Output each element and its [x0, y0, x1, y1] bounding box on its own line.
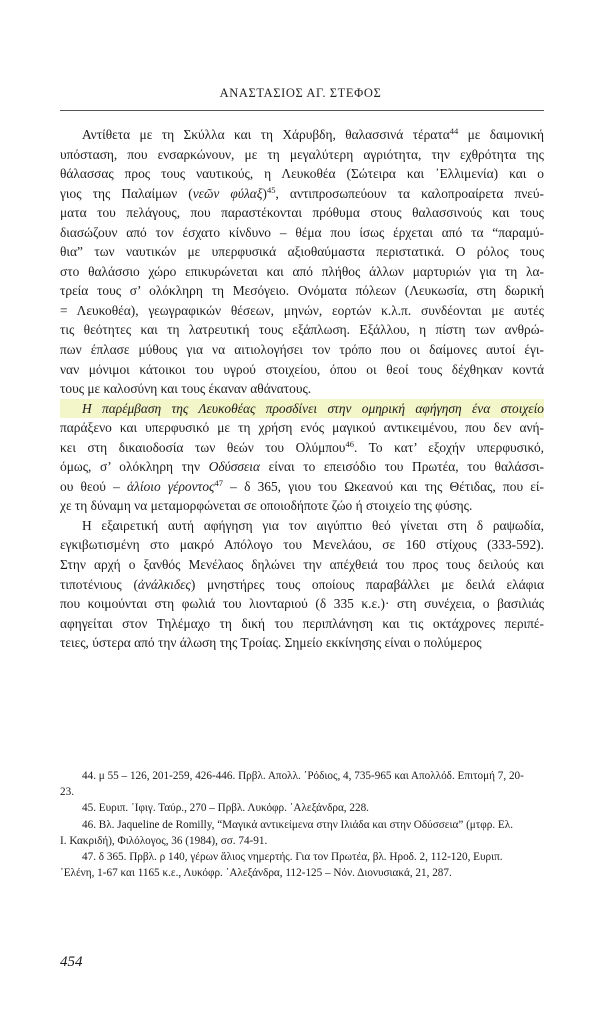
text-line — [60, 496, 544, 516]
footnote-ref: 46 — [345, 438, 354, 449]
text-line — [60, 575, 544, 595]
text-line — [60, 399, 544, 419]
text-line — [60, 535, 544, 555]
footnote-line: Ι. Κακριδή), Φιλόλογος, 36 (1984), σσ. 74-91. — [60, 834, 268, 847]
text-line — [60, 360, 544, 380]
text-run: ) — [262, 185, 268, 201]
text-run: Αντίθετα με τη Σκύλλα και τη Χάρυβδη, θαλασσινά τέρατα — [82, 127, 450, 142]
text-run: κει στη δικαιοδοσία των θεών του Ολύμπου — [60, 439, 346, 455]
text-run: τιποτένιους ( — [60, 576, 138, 592]
header-rule — [60, 110, 544, 111]
text-line — [60, 379, 544, 399]
text-line — [60, 242, 544, 262]
text-run: με δαιμονική — [458, 127, 544, 142]
text-run: , αντιπροσωπεύουν τα καλοπροαίρετα πνεύ- — [275, 185, 544, 201]
text-line — [60, 633, 544, 653]
text-run: ) μνηστήρες τους οποίους παραβάλλει με δειλά ελάφια — [190, 576, 544, 592]
text-run: τρεία τους σ’ ολόκληρη τη Μεσόγειο. Ονόματα πόλεων (Λευκωσία, στη δωρική — [60, 283, 544, 299]
text-line — [60, 457, 544, 477]
text-line — [60, 340, 544, 360]
text-run: είναι το επεισόδιο του Πρωτέα, του θαλάσσι- — [260, 459, 544, 475]
text-line — [60, 418, 544, 438]
text-run: Η εξαιρετική αυτή αφήγηση για τον αιγύπτιο θεό γίνεται στη δ ραψωδία, — [82, 517, 544, 533]
text-line — [60, 145, 544, 165]
text-run: = Λευκοθέα), γεωγραφικών θέσεων, μηνών, εορτών κ.λ.π. συνδέονται με αυτές — [60, 302, 544, 318]
text-run: ναν μόνιμοι κάτοικοι του υγρού στοιχείου, όπου οι θεοί τους δέχθηκαν κοντά — [60, 361, 544, 377]
text-run: πων έπλασε μύθους για να αιτιολογήσει τον τρόπο που οι δαίμονες αυτοί έγι- — [60, 342, 544, 358]
footnote-ref: 47 — [214, 477, 223, 488]
text-run: ματα του πελάγους, που παραστέκονται πρόθυμα στους θαλασσινούς και τους — [60, 205, 544, 221]
footnotes — [60, 768, 544, 881]
text-run: τειες, ύστερα από την άλωση της Τροίας. Σημείο εκκίνησης είναι ο πολύμερος — [60, 635, 482, 651]
text-line — [60, 203, 544, 223]
text-line — [60, 184, 544, 204]
text-run: όμως, σ’ ολόκληρη την — [60, 459, 209, 475]
text-run: αφηγείται στον Τηλέμαχο τη δική του περιπλάνηση και τις οκτάχρονες περιπέ- — [60, 615, 544, 631]
footnote-line: 44. μ 55 – 126, 201-259, 426-446. Πρβλ. Απολλ. ᾿Ρόδιος, 4, 735-965 και Απολλόδ. Επιτομή 7, 20- — [82, 770, 524, 782]
text-run: υπόσταση, που ενσαρκώνουν, με τη μεγαλύτερη αγριότητα, την εχθρότητα της — [60, 146, 544, 162]
running-head: ΑΝΑΣΤΑΣΙΟΣ ΑΓ. ΣΤΕΦΟΣ — [219, 86, 382, 100]
text-run: χε τη δύναμη να μεταμορφώνεται σε οποιοδήποτε ζώο ή στοιχείο της φύσης. — [60, 498, 473, 514]
text-line — [60, 164, 544, 184]
text-run: τους με καλοσύνη και τους έκαναν αθάνατους. — [60, 381, 312, 397]
page-number: 454 — [60, 954, 83, 970]
text-run: – δ 365, γιου του Ωκεανού και της Θέτιδας, που εί- — [222, 478, 544, 494]
text-run: τις θεότητες και τη λατρευτική τους εξάπλωση. Εξάλλου, η πίστη των ανθρώ- — [60, 322, 544, 338]
italic-phrase: Οδύσσεια — [208, 459, 261, 475]
text-line — [60, 223, 544, 243]
text-line — [60, 262, 544, 282]
text-line — [60, 477, 544, 497]
italic-phrase: νεῶν φύλαξ — [192, 185, 263, 201]
text-line — [60, 320, 544, 340]
text-line — [60, 438, 544, 458]
text-run: παράξενο και υπερφυσικό με τη χρήση ενός μαγικού αντικειμένου, που δεν ανή- — [60, 420, 544, 436]
text-run: θάλασσας προς τους ναυτικούς, η Λευκοθέα (Σώτειρα και ᾿Ελλιμενία) και ο — [60, 166, 544, 182]
text-line — [60, 301, 544, 321]
text-run: διασώζουν από τον έσχατο κίνδυνο – θέμα που ίσως έρχεται από τα “παραμύ- — [60, 224, 544, 240]
text-run: θια” των ναυτικών με υπερφυσικά αξιοθαύμαστα περιστατικά. Ο ρόλος τους — [60, 244, 544, 260]
footnote-ref: 45 — [267, 184, 276, 195]
text-run: ου θεού – — [60, 478, 128, 494]
text-line — [60, 281, 544, 301]
text-run: . Το κατ’ εξοχήν υπερφυσικό, — [353, 439, 544, 455]
footnote-line: 46. Βλ. Jaqueline de Romilly, “Μαγικά αντικείμενα στην Ιλιάδα και στην Οδύσσεια” (μτφρ. Ελ. — [82, 818, 513, 831]
text-run: εγκιβωτισμένη στο μακρό Απόλογο του Μενελάου, σε 160 στίχους (333-592). — [60, 537, 544, 553]
footnote-line: 45. Ευριπ. ᾿Ιφιγ. Ταύρ., 270 – Πρβλ. Λυκόφρ. ᾿Αλεξάνδρα, 228. — [82, 802, 369, 815]
italic-phrase: Η παρέμβαση της Λευκοθέας προσδίνει στην ομηρική αφήγηση ένα στοιχείο — [82, 400, 544, 416]
text-line — [60, 516, 544, 536]
text-line — [60, 125, 544, 145]
text-run: στο θαλάσσιο χώρο επικυρώνεται και από πλήθος άλλων μαρτυριών για τη λα- — [60, 263, 544, 279]
text-run: γιος της Παλαίμων ( — [60, 185, 193, 201]
text-line — [60, 555, 544, 575]
footnote-line: 47. δ 365. Πρβλ. ρ 140, γέρων ἅλιος νημερτής. Για τον Πρωτέα, βλ. Ηροδ. 2, 112-120, Ευριπ. — [82, 851, 503, 864]
text-line — [60, 594, 544, 614]
text-run: Στην αρχή ο ξανθός Μενέλαος δηλώνει την απέχθειά του προς τους δειλούς και — [60, 557, 544, 573]
italic-phrase: ἀνάλκιδες — [137, 576, 191, 592]
footnote-ref: 44 — [449, 126, 459, 136]
body-text — [60, 125, 544, 653]
footnote-line: 23. — [60, 786, 74, 799]
text-run: που κοιμούνται στη φωλιά του λιονταριού (δ 335 κ.ε.)· στη συνέχεια, ο βασιλιάς — [60, 596, 544, 612]
footnote-line: ᾿Ελένη, 1-67 και 1165 κ.ε., Λυκόφρ. ᾿Αλεξάνδρα, 112-125 – Νόν. Διονυσιακά, 21, 287. — [60, 867, 452, 880]
text-line — [60, 614, 544, 634]
italic-phrase: ἁλίοιο γέροντος — [127, 478, 215, 494]
